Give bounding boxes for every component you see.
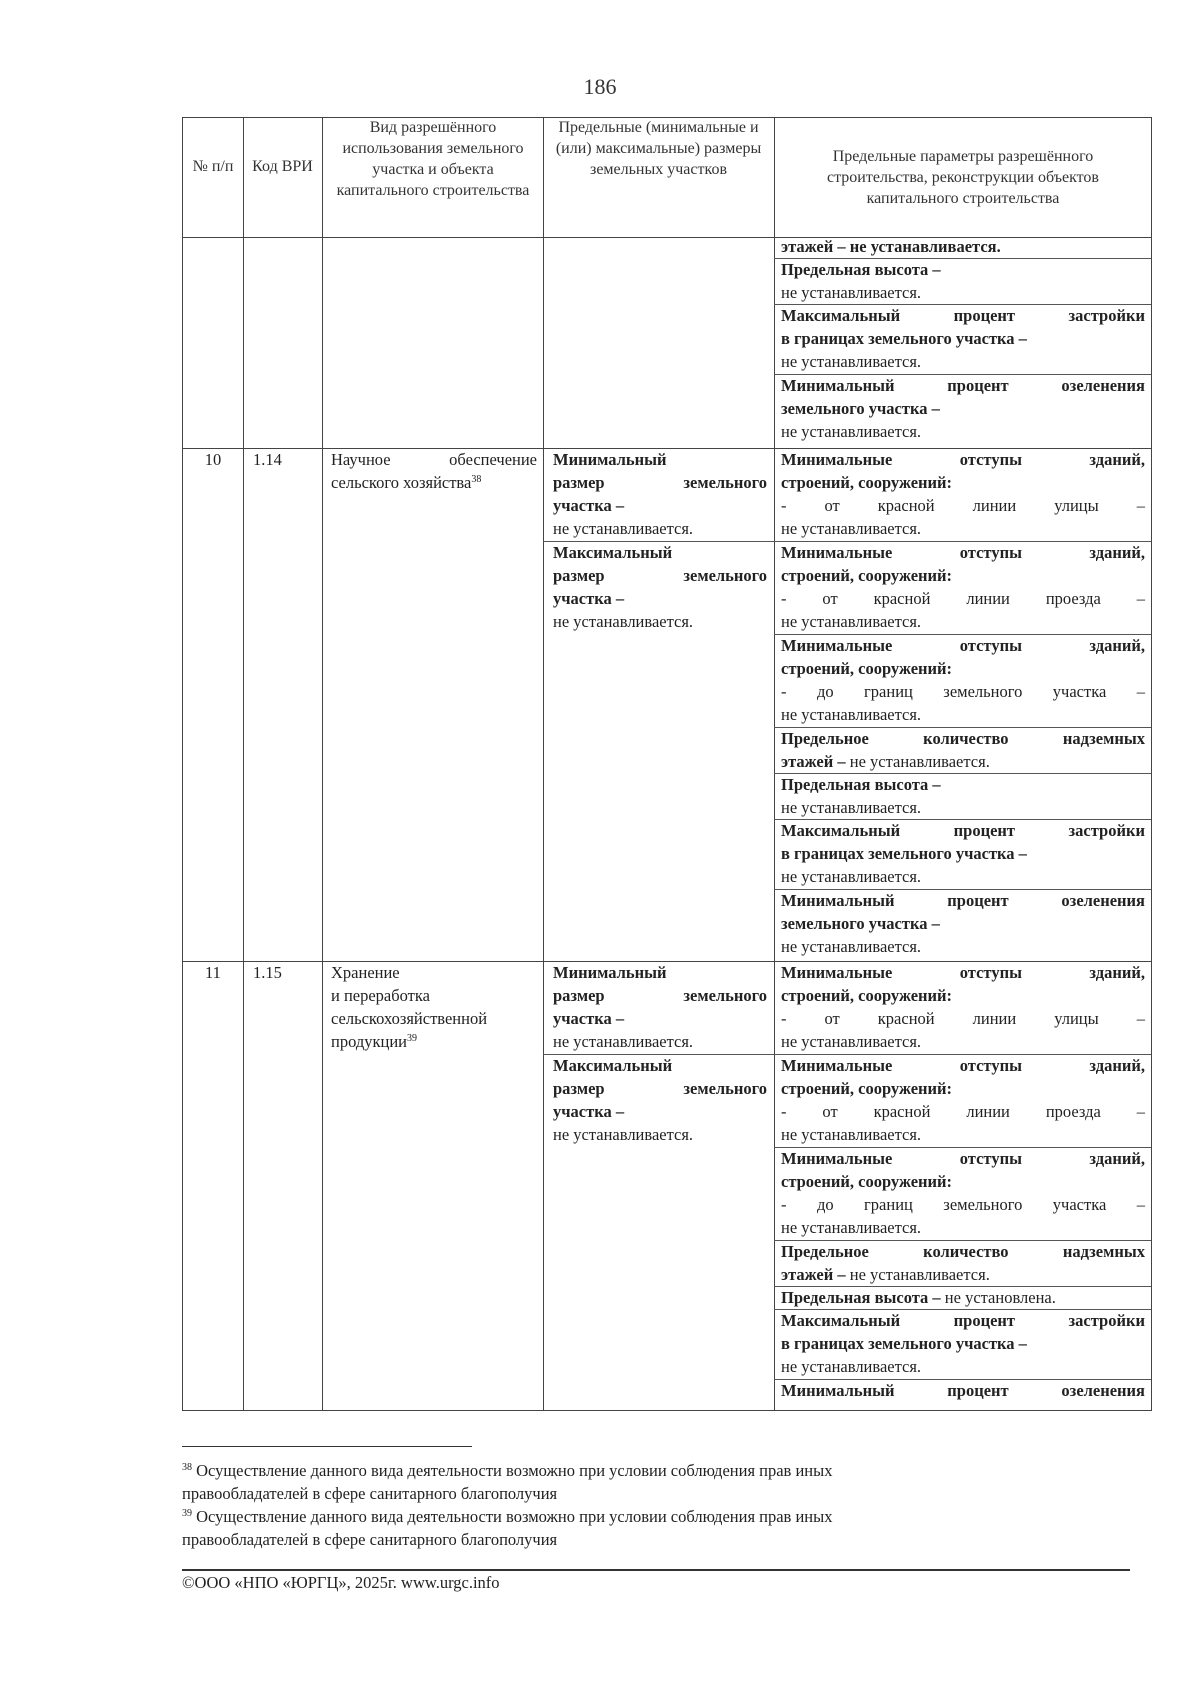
param-label: этажей – (781, 1265, 846, 1284)
footnote-text: правообладателей в сфере санитарного благополучия (182, 1484, 558, 1503)
footer-copyright: ©ООО «НПО «ЮРГЦ», 2025г. www.urgc.info (182, 1573, 500, 1592)
use-type-text: Хранение (331, 963, 400, 982)
param-label: Минимальные отступы зданий, (781, 450, 1145, 469)
use-type-text: Научное обеспечение (331, 450, 537, 469)
param-value: не устанавливается. (845, 1265, 990, 1284)
param-text: - от красной линии проезда – (781, 1102, 1145, 1121)
param-block (781, 889, 1145, 958)
footnote-separator (182, 1446, 472, 1447)
param-label: строений, сооружений: (781, 473, 953, 492)
param-label: Предельная высота – (781, 260, 941, 279)
param-label: Максимальный процент застройки (781, 306, 1145, 325)
param-label: Максимальный процент застройки (781, 821, 1145, 840)
footnote-ref: 39 (407, 1033, 418, 1044)
size-label: размер земельного (553, 473, 767, 492)
size-label: Минимальный (553, 963, 667, 982)
use-type-cell (331, 448, 537, 494)
header-build-params: Предельные параметры разрешённого строительства, реконструкции объектов капитального строительства (827, 148, 1099, 207)
param-value: не устанавливается. (781, 422, 922, 441)
min-size-cell (553, 448, 767, 540)
use-type-text: и переработка (331, 986, 430, 1005)
param-block (781, 541, 1145, 633)
param-value: не устанавливается. (781, 1218, 922, 1237)
size-label: участка – (553, 589, 625, 608)
param-block (781, 727, 1145, 773)
param-text: - от красной линии улицы – (781, 1009, 1145, 1028)
size-label: участка – (553, 1009, 625, 1028)
footnote (182, 1459, 1082, 1505)
param-value: не установлена. (940, 1288, 1056, 1307)
row-code: 1.15 (253, 963, 282, 982)
param-value: не устанавливается. (781, 1032, 922, 1051)
use-type-text: продукции (331, 1032, 408, 1051)
column-divider (774, 118, 775, 1410)
param-block (781, 1379, 1145, 1402)
size-label: участка – (553, 496, 625, 515)
param-value: не устанавливается. (781, 867, 922, 886)
param-label: земельного участка – (781, 914, 940, 933)
param-value: не устанавливается. (845, 752, 990, 771)
param-label: Минимальные отступы зданий, (781, 636, 1145, 655)
param-label: Минимальный процент озеленения (781, 891, 1145, 910)
param-label: этажей – (781, 752, 846, 771)
max-size-cell (553, 1054, 767, 1146)
param-value: не устанавливается. (781, 612, 922, 631)
param-block (781, 1240, 1145, 1286)
footnote-text: Осуществление данного вида деятельности возможно при условии соблюдения прав иных (192, 1507, 833, 1526)
param-label: Минимальные отступы зданий, (781, 1056, 1145, 1075)
param-label: Предельная высота – (781, 775, 941, 794)
param-value: не устанавливается. (781, 798, 922, 817)
size-label: Минимальный (553, 450, 667, 469)
param-label: Предельное количество надземных (781, 1242, 1145, 1261)
size-label: участка – (553, 1102, 625, 1121)
param-block (781, 1054, 1145, 1146)
param-label: Максимальный процент застройки (781, 1311, 1145, 1330)
param-block (781, 1286, 1145, 1309)
footnote-ref: 38 (471, 474, 482, 485)
param-label: строений, сооружений: (781, 1172, 953, 1191)
param-label: строений, сооружений: (781, 986, 953, 1005)
param-label: строений, сооружений: (781, 659, 953, 678)
page-number: 186 (583, 74, 617, 99)
row-number: 10 (204, 450, 222, 469)
footnote-number: 38 (182, 1462, 192, 1473)
column-divider (322, 118, 323, 1410)
param-value: не устанавливается. (781, 283, 922, 302)
param-label: Предельная высота – (781, 1288, 941, 1307)
column-divider (243, 118, 244, 1410)
param-block (781, 773, 1145, 819)
param-label: Предельное количество надземных (781, 729, 1145, 748)
param-block (781, 1147, 1145, 1239)
param-label: в границах земельного участка – (781, 844, 1027, 863)
regulations-table (182, 117, 1152, 1411)
size-label: размер земельного (553, 986, 767, 1005)
param-block (781, 374, 1145, 443)
param-label: в границах земельного участка – (781, 329, 1027, 348)
param-block (781, 304, 1145, 373)
param-label: Минимальный процент озеленения (781, 1381, 1145, 1400)
size-value: не устанавливается. (553, 612, 694, 631)
param-value: не устанавливается. (781, 1125, 922, 1144)
param-value: не устанавливается. (781, 705, 922, 724)
header-use-type: Вид разрешённого использования земельного участка и объекта капитального строительства (336, 119, 530, 199)
param-block (781, 819, 1145, 888)
param-text: - до границ земельного участка – (781, 1195, 1145, 1214)
size-value: не устанавливается. (553, 1032, 694, 1051)
row-code: 1.14 (253, 450, 282, 469)
param-label: строений, сооружений: (781, 1079, 953, 1098)
param-label: земельного участка – (781, 399, 940, 418)
header-number: № п/п (192, 158, 234, 175)
footnote-text: правообладателей в сфере санитарного благополучия (182, 1530, 558, 1549)
param-label: Минимальные отступы зданий, (781, 543, 1145, 562)
use-type-text: сельскохозяйственной (331, 1009, 488, 1028)
column-divider (543, 118, 544, 1410)
footnote-text: Осуществление данного вида деятельности возможно при условии соблюдения прав иных (192, 1461, 833, 1480)
footnote (182, 1505, 1082, 1551)
param-value: не устанавливается. (781, 937, 922, 956)
size-label: Максимальный (553, 543, 673, 562)
size-label: Максимальный (553, 1056, 673, 1075)
param-value: не устанавливается. (781, 519, 922, 538)
param-block (781, 258, 1145, 304)
min-size-cell (553, 961, 767, 1053)
param-text: - от красной линии улицы – (781, 496, 1145, 515)
size-value: не устанавливается. (553, 519, 694, 538)
size-label: размер земельного (553, 1079, 767, 1098)
param-label: Минимальный процент озеленения (781, 376, 1145, 395)
max-size-cell (553, 541, 767, 633)
param-text: этажей – не устанавливается. (781, 237, 1001, 256)
param-block (781, 235, 1145, 258)
param-block (781, 1309, 1145, 1378)
param-value: не устанавливается. (781, 1357, 922, 1376)
param-text: - от красной линии проезда – (781, 589, 1145, 608)
footer-separator (182, 1569, 1130, 1571)
param-value: не устанавливается. (781, 352, 922, 371)
param-block (781, 961, 1145, 1053)
header-code: Код ВРИ (252, 158, 313, 175)
param-text: - до границ земельного участка – (781, 682, 1145, 701)
header-plot-size: Предельные (минимальные и (или) максимальные) размеры земельных участков (555, 119, 762, 178)
row-number: 11 (205, 963, 221, 982)
use-type-text: сельского хозяйства (331, 473, 472, 492)
param-block (781, 634, 1145, 726)
size-label: размер земельного (553, 566, 767, 585)
footnote-number: 39 (182, 1508, 192, 1519)
param-label: строений, сооружений: (781, 566, 953, 585)
param-label: Минимальные отступы зданий, (781, 963, 1145, 982)
param-block (781, 448, 1145, 540)
use-type-cell (331, 961, 537, 1053)
size-value: не устанавливается. (553, 1125, 694, 1144)
param-label: в границах земельного участка – (781, 1334, 1027, 1353)
param-label: Минимальные отступы зданий, (781, 1149, 1145, 1168)
